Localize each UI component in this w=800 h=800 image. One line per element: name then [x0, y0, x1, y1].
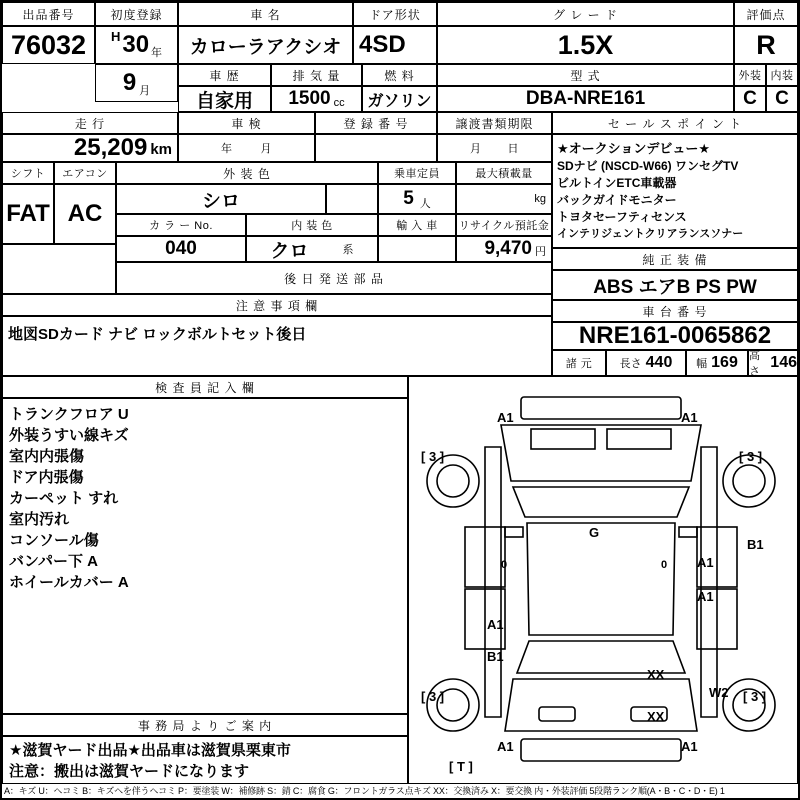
legend-footnote: A：キズ U：ヘコミ B：キズヘを伴うヘコミ P：要塗装 W：補修跡 S：錆 C：腐食 G：フロントガラス点キズ XX：交換済み X：要交換 内・外装評価 5段階ランク順(A・B・C・D・E) 1 [4, 785, 725, 796]
office-notice-label: 事 務 局 よ り ご 案 内 [2, 714, 408, 736]
sales-point-line: SDナビ (NSCD-W66) ワンセグTV [557, 159, 739, 173]
transfer-deadline-value [437, 134, 552, 162]
length-label: 長さ [619, 358, 642, 370]
damage-mark: W2 [709, 685, 729, 700]
grade-label: グ レ ー ド [437, 2, 734, 26]
height-value: 146 [770, 354, 797, 371]
transfer-deadline-label: 譲渡書類期限 [437, 112, 552, 134]
history-label: 車 歴 [178, 64, 271, 86]
later-shipment-parts-label [2, 244, 116, 294]
color-number-label: カ ラ ー No. [116, 214, 246, 236]
transfer-month-unit: 月 [470, 143, 482, 155]
inspector-note-line: 外装うすい線キズ [9, 427, 129, 444]
width-label: 幅 [696, 358, 708, 370]
damage-mark: XX [647, 667, 665, 682]
notes-value: 地図SDカード ナビ ロックボルトセット後日 [2, 316, 552, 376]
interior-grade-value: C [766, 86, 798, 112]
damage-mark: 0 [661, 559, 668, 571]
damage-mark: A1 [497, 739, 514, 754]
interior-color-label: 内 装 色 [246, 214, 378, 236]
model-code-value: DBA-NRE161 [437, 86, 734, 112]
mileage-value: 25,209 [73, 134, 148, 161]
displacement-value: 1500 [288, 88, 331, 109]
damage-mark: A1 [681, 410, 698, 425]
exterior-grade-value: C [734, 86, 766, 112]
oem-equipment-label: 純 正 装 備 [552, 248, 798, 270]
transfer-day-unit: 日 [507, 143, 519, 155]
grade-value: 1.5X [437, 26, 734, 64]
inspector-note-line: ドア内張傷 [9, 469, 84, 486]
recycle-deposit-value: 9,470 [484, 238, 532, 259]
inspector-notes-box [2, 398, 408, 714]
width-cell [686, 350, 748, 376]
shift-label: シフト [2, 162, 54, 184]
car-name-value: カローラアクシオ [178, 26, 353, 64]
recycle-deposit-label: リサイクル預託金 [456, 214, 552, 236]
shaken-month-unit: 月 [260, 143, 272, 155]
import-label: 輸 入 車 [378, 214, 456, 236]
seats-unit: 人 [419, 198, 431, 210]
era-label: H [110, 29, 121, 44]
interior-color-value: クロ [270, 240, 309, 262]
width-value: 169 [711, 354, 738, 371]
damage-mark: G [589, 525, 600, 540]
damage-mark: A1 [487, 617, 504, 632]
mileage-label: 走 行 [2, 112, 178, 134]
damage-mark: [ T ] [449, 759, 473, 774]
lot-number-label: 出品番号 [2, 2, 95, 26]
damage-mark: B1 [747, 537, 764, 552]
interior-color-suffix: 系 [342, 244, 354, 256]
inspector-note-line: 室内内張傷 [9, 448, 85, 465]
sales-point-line: ビルトインETC車載器 [557, 176, 677, 190]
seats-value: 5 [403, 188, 414, 209]
interior-grade-label: 内装 [766, 64, 798, 86]
damage-mark: B1 [487, 649, 504, 664]
damage-mark: [ 3 ] [739, 449, 763, 464]
inspector-note-line: ホイールカバー A [9, 574, 129, 591]
registration-number-value [315, 134, 437, 162]
shaken-value-cell [178, 134, 315, 162]
mileage-unit: km [150, 141, 172, 158]
displacement-value-cell [271, 86, 362, 112]
notes-label: 注 意 事 項 欄 [2, 294, 552, 316]
door-type-value: 4SD [353, 26, 437, 64]
exterior-color-extra [326, 184, 378, 214]
damage-mark: [ 3 ] [743, 689, 767, 704]
exterior-grade-label: 外装 [734, 64, 766, 86]
registration-number-label: 登 録 番 号 [315, 112, 437, 134]
damage-mark: A1 [681, 739, 698, 754]
color-number-value: 040 [116, 236, 246, 262]
mileage-value-cell [2, 134, 178, 162]
damage-mark: [ 3 ] [421, 689, 445, 704]
length-value: 440 [645, 354, 673, 371]
car-name-label: 車 名 [178, 2, 353, 26]
history-month: 9 [122, 69, 137, 96]
seats-value-cell [378, 184, 456, 214]
recycle-deposit-unit: 円 [535, 246, 546, 258]
import-value [378, 236, 456, 262]
chassis-number-label: 車 台 番 号 [552, 300, 798, 322]
inspector-note-line: バンパー下 A [9, 553, 98, 570]
displacement-label: 排 気 量 [271, 64, 362, 86]
inspector-note-line: コンソール傷 [9, 532, 99, 549]
history-month-cell [95, 64, 178, 102]
seats-label: 乗車定員 [378, 162, 456, 184]
first-registration-year: 30 [122, 31, 150, 58]
chassis-number-value: NRE161-0065862 [552, 322, 798, 350]
later-shipment-parts-row: 後 日 発 送 部 品 [116, 262, 552, 294]
height-label: 高さ [749, 350, 760, 376]
interior-color-value-cell [246, 236, 378, 262]
damage-mark: XX [647, 709, 665, 724]
car-body-diagram [409, 377, 797, 783]
history-value: 自家用 [178, 86, 271, 112]
damage-mark: A1 [697, 589, 714, 604]
evaluation-value: R [734, 26, 798, 64]
damage-mark: A1 [497, 410, 514, 425]
ac-label: エアコン [54, 162, 116, 184]
first-registration-value [95, 26, 178, 64]
office-notice-box [2, 736, 408, 784]
sales-point-box [552, 134, 798, 248]
model-code-label: 型 式 [437, 64, 734, 86]
inspector-notes-label: 検 査 員 記 入 欄 [2, 376, 408, 398]
exterior-color-value: シロ [116, 184, 326, 214]
office-notice-line: 注意：搬出は滋賀ヤードになります [9, 763, 250, 780]
max-load-unit: kg [534, 193, 546, 205]
damage-mark: 0 [501, 559, 508, 571]
office-notice-line: ★滋賀ヤード出品★出品車は滋賀県栗東市 [9, 742, 291, 759]
displacement-unit: cc [333, 97, 345, 109]
fuel-value: ガソリン [362, 86, 437, 112]
inspector-note-line: トランクフロア U [9, 406, 129, 423]
damage-mark: A1 [697, 555, 714, 570]
shift-value: FAT [2, 184, 54, 244]
shaken-label: 車 検 [178, 112, 315, 134]
damage-mark: [ 3 ] [421, 449, 445, 464]
inspector-note-line: 室内汚れ [9, 511, 70, 528]
damage-diagram-panel [408, 376, 798, 784]
sales-point-line: トヨタセーフティセンス [557, 210, 687, 224]
history-month-unit: 月 [139, 85, 151, 97]
fuel-label: 燃 料 [362, 64, 437, 86]
sales-point-label: セ ー ル ス ポ イ ン ト [552, 112, 798, 134]
first-registration-label: 初度登録 [95, 2, 178, 26]
height-cell [748, 350, 798, 376]
sales-point-line: インテリジェントクリアランスソナー [557, 228, 744, 240]
year-unit: 年 [151, 47, 163, 59]
dimensions-label: 諸 元 [552, 350, 606, 376]
max-load-value-cell [456, 184, 552, 214]
lot-number-value: 76032 [2, 26, 95, 64]
recycle-deposit-value-cell [456, 236, 552, 262]
inspector-note-line: カーペット すれ [9, 490, 119, 507]
oem-equipment-value: ABS エアB PS PW [552, 270, 798, 300]
sales-point-line: バックガイドモニター [557, 193, 677, 207]
door-type-label: ドア形状 [353, 2, 437, 26]
sales-point-line: ★オークションデビュー★ [557, 141, 711, 156]
shaken-year-unit: 年 [221, 143, 233, 155]
exterior-color-label: 外 装 色 [116, 162, 378, 184]
ac-value: AC [54, 184, 116, 244]
evaluation-label: 評価点 [734, 2, 798, 26]
length-cell [606, 350, 686, 376]
max-load-label: 最大積載量 [456, 162, 552, 184]
